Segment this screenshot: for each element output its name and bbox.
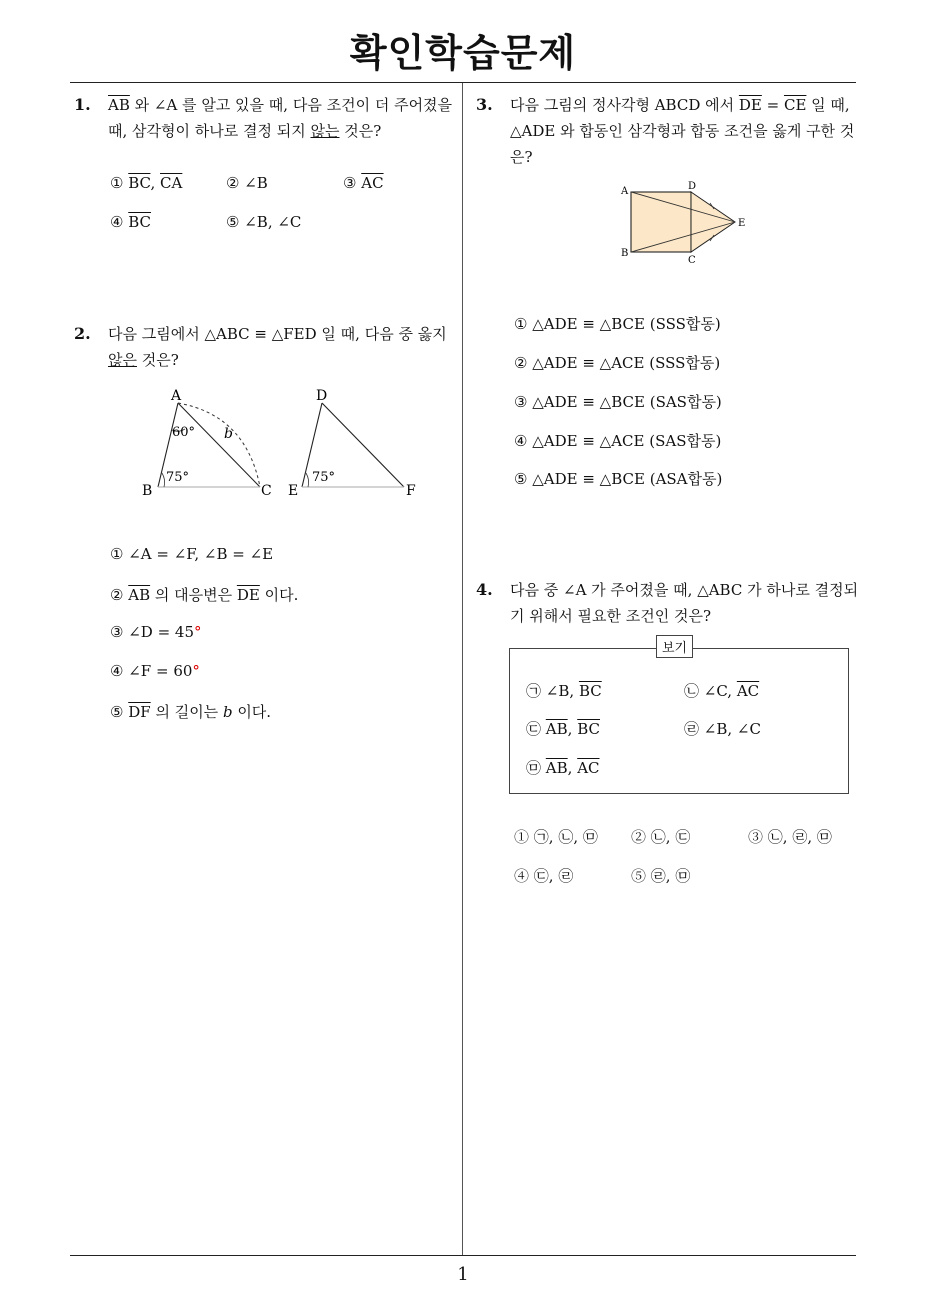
- bottom-rule: [70, 1255, 856, 1256]
- q4-option-5[interactable]: [631, 865, 690, 886]
- q2-option-5[interactable]: [110, 701, 271, 722]
- segment: $\overline{BC}$: [128, 174, 151, 192]
- text-part: 일 때, △ADE 와 합동인 삼각형과 합동 조건을 옳게 구한 것은?: [510, 96, 855, 166]
- label-a: A: [171, 388, 182, 404]
- text-part: 다음 그림의 정사각형 ABCD 에서: [510, 96, 739, 114]
- underlined-word: 않는: [310, 122, 340, 140]
- text-part: 의 대응변은: [150, 586, 237, 604]
- equals: =: [761, 96, 784, 114]
- q2-triangles-figure: [136, 385, 426, 501]
- separator: ,: [567, 759, 578, 777]
- degree-sign: °: [192, 662, 200, 680]
- text-part: 것은?: [136, 351, 179, 369]
- segment: $\overline{BC}$: [578, 682, 602, 700]
- bogi-item-m: [526, 757, 600, 778]
- option-mark: ①: [514, 315, 528, 333]
- question-text: 다음 중 ∠A 가 주어졌을 때, △ABC 가 하나로 결정되기 위해서 필요한 조건인 것은?: [510, 581, 859, 625]
- segment: $\overline{AC}$: [361, 174, 384, 192]
- label-angle-60: 60°: [172, 425, 196, 440]
- label-d: D: [316, 388, 328, 404]
- q4-option-3[interactable]: [748, 826, 832, 847]
- text-part: 와 ∠A 를 알고 있을 때, 다음 조건이 더 주어졌을 때, 삼각형이 하나로 결정 되지: [108, 96, 453, 140]
- q2-option-3[interactable]: [110, 623, 202, 641]
- question-1: [74, 92, 458, 144]
- bogi-text: ∠C,: [703, 682, 737, 700]
- option-mark: ②: [631, 828, 647, 846]
- q3-option-5[interactable]: [514, 468, 722, 489]
- question-2: [74, 321, 458, 373]
- option-mark: ①: [514, 828, 530, 846]
- q3-option-4[interactable]: [514, 430, 721, 451]
- option-text: ∠B: [244, 174, 268, 192]
- bogi-mark: ㉢: [526, 720, 542, 738]
- q1-option-2[interactable]: [226, 174, 268, 192]
- bogi-mark: ㉤: [526, 759, 542, 777]
- label-b-side: b: [224, 426, 233, 442]
- q2-option-2[interactable]: [110, 584, 298, 605]
- option-text: △ADE ≡ △BCE (SSS합동): [532, 315, 721, 333]
- option-text: ∠D = 45: [128, 623, 195, 641]
- option-mark: ②: [110, 586, 124, 604]
- segment: $\overline{AB}$: [545, 720, 568, 738]
- label-c: C: [688, 255, 696, 264]
- text-part: 의 길이는: [150, 703, 223, 721]
- option-mark: ④: [514, 867, 530, 885]
- label-e: E: [288, 483, 299, 499]
- option-text: △ADE ≡ △ACE (SSS합동): [532, 354, 721, 372]
- option-text: △ADE ≡ △BCE (SAS합동): [532, 393, 722, 411]
- segment: $\overline{AB}$: [545, 759, 568, 777]
- option-mark: ⑤: [226, 213, 240, 231]
- bogi-mark: ㉣: [684, 720, 700, 738]
- page-number: 1: [457, 1264, 469, 1285]
- underlined-word: 않은: [108, 351, 137, 369]
- option-mark: ③: [343, 174, 357, 192]
- label-d: D: [688, 181, 697, 192]
- q3-square-figure: [618, 180, 752, 264]
- option-mark: ②: [226, 174, 240, 192]
- variable-b: b: [222, 703, 233, 721]
- label-f: F: [406, 483, 416, 499]
- side-ac: [178, 403, 260, 487]
- segment-de: $\overline{DE}$: [738, 96, 762, 114]
- bogi-item-n: [684, 680, 759, 701]
- option-mark: ⑤: [631, 867, 647, 885]
- separator: ,: [567, 720, 578, 738]
- question-number: 3.: [476, 95, 493, 114]
- q2-option-1[interactable]: [110, 545, 273, 563]
- segment: $\overline{CA}$: [160, 174, 183, 192]
- bogi-mark: ㉠: [526, 682, 542, 700]
- option-text: △ADE ≡ △BCE (ASA합동): [532, 470, 723, 488]
- segment: $\overline{DF}$: [128, 703, 151, 721]
- question-3: [476, 92, 862, 170]
- option-mark: ②: [514, 354, 528, 372]
- page-title: 확인학습문제: [349, 31, 577, 75]
- option-text: ㉡, ㉣, ㉤: [767, 828, 832, 846]
- option-mark: ⑤: [514, 470, 528, 488]
- q4-option-4[interactable]: [514, 865, 573, 886]
- q1-option-4[interactable]: [110, 213, 151, 231]
- option-text: ∠A = ∠F, ∠B = ∠E: [128, 545, 274, 563]
- segment: $\overline{AB}$: [128, 586, 151, 604]
- triangle-dce: [691, 192, 735, 252]
- column-divider: [462, 83, 463, 1255]
- separator: ,: [150, 174, 161, 192]
- label-e: E: [738, 218, 746, 229]
- option-text: ㉣, ㉤: [650, 867, 691, 885]
- option-mark: ④: [110, 662, 124, 680]
- question-text: [108, 92, 458, 144]
- option-mark: ③: [748, 828, 764, 846]
- option-mark: ⑤: [110, 703, 124, 721]
- label-b: B: [621, 248, 629, 259]
- option-mark: ①: [110, 174, 124, 192]
- option-text: ㉢, ㉣: [533, 867, 574, 885]
- label-c: C: [261, 483, 272, 499]
- q1-option-5[interactable]: [226, 213, 301, 231]
- segment-ce: $\overline{CE}$: [783, 96, 807, 114]
- bogi-item-d: [526, 718, 600, 739]
- option-text: ㉠, ㉡, ㉤: [533, 828, 598, 846]
- question-text: [108, 321, 458, 373]
- q3-option-2[interactable]: [514, 352, 720, 373]
- segment: $\overline{DE}$: [236, 586, 260, 604]
- question-4: [476, 577, 862, 629]
- question-number: 2.: [74, 324, 91, 343]
- top-rule: [70, 82, 856, 83]
- segment-ab: $\overline{AB}$: [108, 96, 130, 114]
- text-part: 것은?: [339, 122, 382, 140]
- text-part: 이다.: [259, 586, 299, 604]
- q4-option-1[interactable]: [514, 826, 598, 847]
- q3-option-3[interactable]: [514, 391, 722, 412]
- bogi-item-r: [684, 718, 761, 739]
- text-part: 이다.: [232, 703, 272, 721]
- segment: $\overline{AC}$: [736, 682, 760, 700]
- bogi-mark: ㉡: [684, 682, 700, 700]
- question-number: 1.: [74, 95, 91, 114]
- q2-option-4[interactable]: [110, 662, 200, 680]
- bogi-label: 보기: [656, 635, 693, 658]
- q3-option-1[interactable]: [514, 313, 721, 334]
- option-text: △ADE ≡ △ACE (SAS합동): [532, 432, 722, 450]
- option-text: ∠F = 60: [128, 662, 193, 680]
- option-mark: ④: [110, 213, 124, 231]
- angle-arc-e: [306, 473, 309, 487]
- bogi-item-g: [526, 680, 602, 701]
- bogi-text: ∠B,: [545, 682, 579, 700]
- option-mark: ③: [514, 393, 528, 411]
- text-part: 다음 그림에서 △ABC ≡ △FED 일 때, 다음 중 옳지: [108, 325, 447, 343]
- question-number: 4.: [476, 580, 493, 599]
- label-b: B: [142, 483, 153, 499]
- bogi-text: ∠B, ∠C: [703, 720, 761, 738]
- option-mark: ④: [514, 432, 528, 450]
- label-angle-75-e: 75°: [312, 470, 336, 485]
- option-mark: ③: [110, 623, 124, 641]
- label-angle-75: 75°: [166, 470, 190, 485]
- segment: $\overline{AC}$: [577, 759, 600, 777]
- question-text: [510, 92, 862, 170]
- option-text: ∠B, ∠C: [244, 213, 302, 231]
- degree-sign: °: [194, 623, 202, 641]
- angle-arc-b: [162, 473, 165, 487]
- q4-option-2[interactable]: [631, 826, 690, 847]
- option-text: ㉡, ㉢: [650, 828, 691, 846]
- q1-option-1[interactable]: [110, 174, 182, 192]
- segment: $\overline{BC}$: [577, 720, 600, 738]
- q1-option-3[interactable]: [343, 174, 384, 192]
- label-a: A: [621, 186, 629, 197]
- option-mark: ①: [110, 545, 124, 563]
- segment: $\overline{BC}$: [128, 213, 152, 231]
